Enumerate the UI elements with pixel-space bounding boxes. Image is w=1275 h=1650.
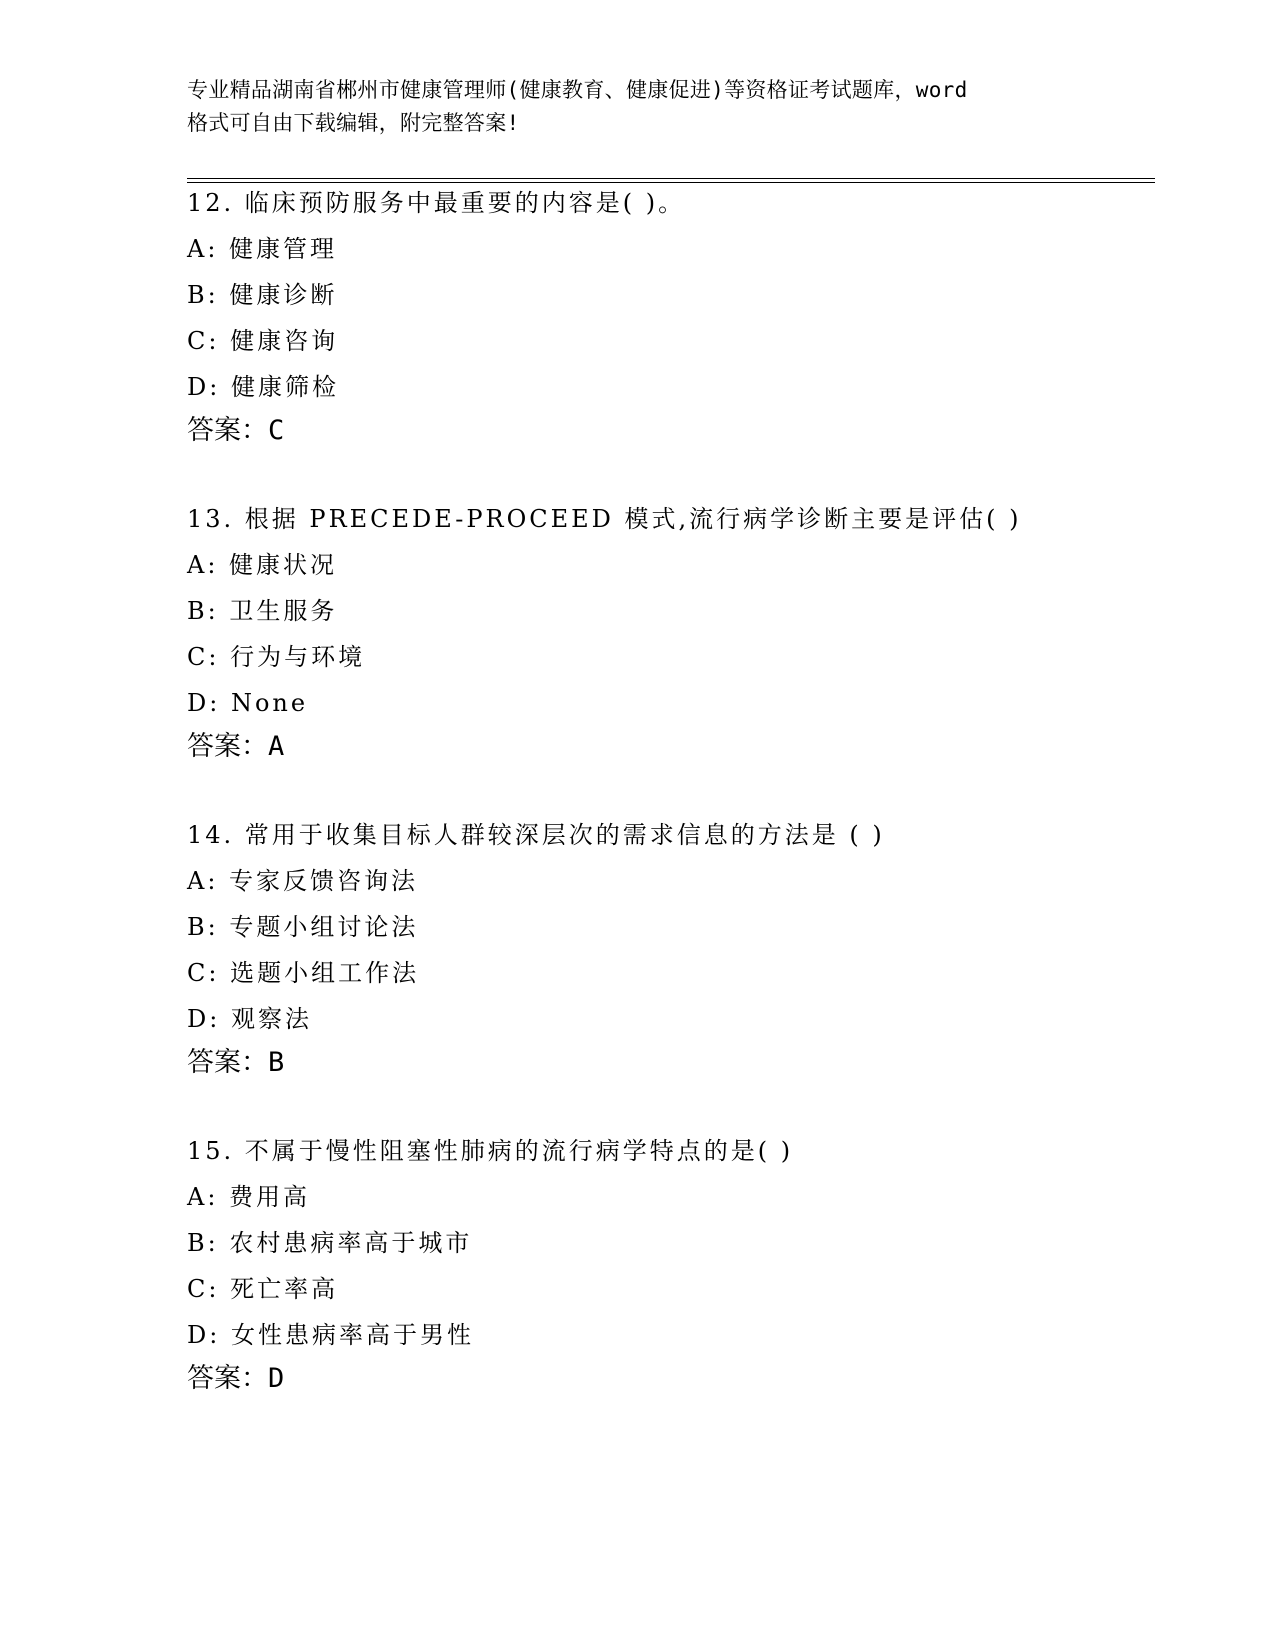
document-header [187, 74, 1087, 140]
option-d: D: 健康筛检 [187, 373, 339, 401]
option-b: B: 卫生服务 [187, 597, 338, 625]
question-14 [187, 812, 1155, 1086]
header-divider-top [187, 178, 1155, 179]
option-a: A: 健康状况 [187, 551, 338, 579]
answer: 答案：A [187, 731, 285, 762]
question-text: 12. 临床预防服务中最重要的内容是( )。 [187, 189, 686, 217]
option-c: C: 死亡率高 [187, 1275, 339, 1303]
question-text: 15. 不属于慢性阻塞性肺病的流行病学特点的是( ) [187, 1137, 794, 1165]
option-a: A: 专家反馈咨询法 [187, 867, 419, 895]
option-c: C: 行为与环境 [187, 643, 366, 671]
option-d: D: 女性患病率高于男性 [187, 1321, 474, 1349]
option-c: C: 选题小组工作法 [187, 959, 420, 987]
question-text: 13. 根据 PRECEDE-PROCEED 模式,流行病学诊断主要是评估( ) [187, 505, 1022, 533]
option-d: D: None [187, 689, 309, 717]
question-12 [187, 180, 1155, 454]
option-d: D: 观察法 [187, 1005, 312, 1033]
answer: 答案：D [187, 1363, 285, 1394]
header-line-1: 专业精品湖南省郴州市健康管理师(健康教育、健康促进)等资格证考试题库，word [187, 78, 968, 102]
option-b: B: 农村患病率高于城市 [187, 1229, 473, 1257]
question-13 [187, 496, 1155, 770]
question-15 [187, 1128, 1155, 1402]
answer: 答案：B [187, 1047, 285, 1078]
option-c: C: 健康咨询 [187, 327, 339, 355]
option-b: B: 健康诊断 [187, 281, 338, 309]
header-line-2: 格式可自由下载编辑，附完整答案! [187, 111, 520, 135]
option-a: A: 费用高 [187, 1183, 311, 1211]
option-a: A: 健康管理 [187, 235, 338, 263]
question-text: 14. 常用于收集目标人群较深层次的需求信息的方法是 ( ) [187, 821, 885, 849]
option-b: B: 专题小组讨论法 [187, 913, 419, 941]
answer: 答案：C [187, 415, 285, 446]
